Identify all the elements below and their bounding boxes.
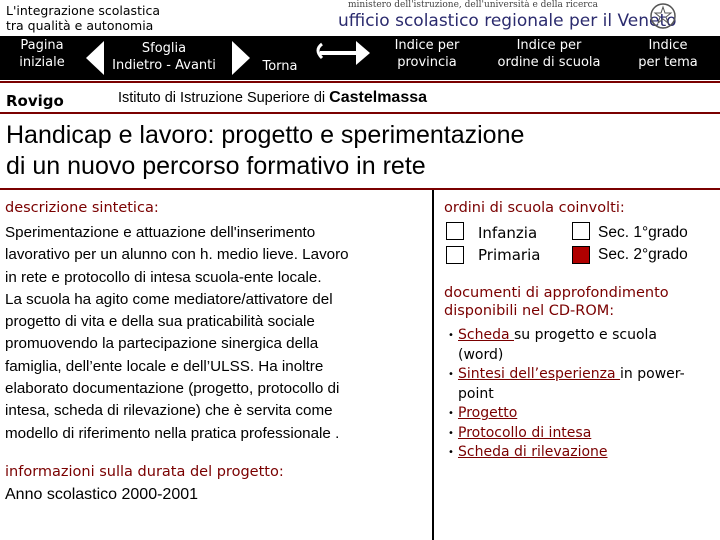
return-arrow-icon[interactable]: [312, 36, 372, 66]
document-desc-cont: point: [458, 385, 494, 402]
institute-name: [118, 89, 427, 107]
bullet: •: [448, 447, 454, 458]
index-by-topic-button[interactable]: [630, 37, 706, 71]
documents-label-line2: disponibili nel CD-ROM:: [444, 303, 615, 319]
navigation-bar: [0, 36, 720, 80]
home-button-line2: iniziale: [19, 55, 65, 70]
description-line: lavorativo per un alunno con h. medio lieve. Lavoro: [5, 246, 349, 264]
index-by-school-order-line2: ordine di scuola: [497, 55, 601, 70]
checkbox-sec-2-grado: [572, 246, 590, 264]
index-by-province-line1: Indice per: [394, 38, 460, 53]
browse-label-line2: Indietro - Avanti: [112, 58, 216, 73]
document-desc: in power-: [620, 366, 685, 382]
title-bottom-divider: [0, 188, 720, 190]
header-divider: [0, 81, 720, 83]
duration-label: informazioni sulla durata del progetto:: [5, 464, 284, 480]
index-by-school-order-line1: Indice per: [516, 38, 582, 53]
list-item: [446, 365, 716, 404]
index-by-school-order-button[interactable]: [486, 37, 612, 71]
index-by-province-button[interactable]: [378, 37, 476, 71]
documents-list: [446, 326, 716, 463]
institute-prefix: Istituto di Istruzione Superiore di: [118, 90, 330, 106]
browse-label: [104, 40, 224, 74]
index-by-province-line2: provincia: [397, 55, 457, 70]
page-title: [6, 120, 718, 182]
ministry-name: ministero dell'istruzione, dell'università e della ricerca: [348, 0, 599, 10]
italian-republic-emblem-icon: [648, 1, 678, 33]
list-item: [446, 326, 716, 365]
page-title-line2: di un nuovo percorso formativo in rete: [6, 152, 426, 180]
page-title-line1: Handicap e lavoro: progetto e sperimentazione: [6, 121, 525, 149]
protocollo-intesa-link[interactable]: Protocollo di intesa: [458, 424, 592, 441]
duration-value: Anno scolastico 2000-2001: [5, 486, 199, 503]
document-desc-cont: (word): [458, 346, 504, 363]
bullet: •: [448, 369, 454, 380]
description-line: in rete e protocollo di intesa scuola-ente locale.: [5, 268, 322, 286]
home-button[interactable]: [2, 37, 82, 71]
description-line: intesa, scheda di rilevazione) che è servita come: [5, 402, 333, 420]
school-order-sec-1-grado: Sec. 1°grado: [598, 224, 688, 241]
site-title: [6, 3, 160, 33]
list-item: [446, 443, 716, 463]
description-line: La scuola ha agito come mediatore/attivatore del: [5, 290, 333, 308]
scheda-rilevazione-link[interactable]: Scheda di rilevazione: [458, 444, 608, 460]
school-order-primaria: Primaria: [478, 246, 541, 264]
index-by-topic-line1: Indice: [648, 38, 688, 53]
browse-label-line1: Sfoglia: [141, 41, 187, 56]
scheda-link[interactable]: Scheda: [458, 327, 514, 343]
school-order-infanzia: Infanzia: [478, 224, 538, 242]
description-line: elaborato documentazione (progetto, protocollo di: [5, 380, 340, 398]
bullet: •: [448, 408, 454, 419]
back-button[interactable]: Torna: [262, 59, 298, 74]
checkbox-primaria: [446, 246, 464, 264]
description-line: promuovendo la partecipazione sinergica della: [5, 335, 319, 353]
documents-label: [444, 284, 669, 320]
school-order-sec-2-grado: Sec. 2°grado: [598, 246, 688, 263]
next-arrow-icon[interactable]: [230, 39, 252, 77]
checkbox-sec-1-grado: [572, 222, 590, 240]
progetto-link[interactable]: Progetto: [458, 405, 518, 421]
description-line: famiglia, dell’ente locale e dell’ULSS. Ha inoltre: [5, 357, 324, 375]
description-line: progetto di vita e della sua praticabilità sociale: [5, 313, 315, 331]
description-label: descrizione sintetica:: [5, 200, 159, 216]
column-divider: [432, 190, 434, 540]
index-by-topic-line2: per tema: [638, 55, 698, 70]
checkbox-infanzia: [446, 222, 464, 240]
sintesi-esperienza-link[interactable]: Sintesi dell’esperienza: [458, 366, 621, 382]
bullet: •: [448, 330, 454, 341]
description-line: Sperimentazione e attuazione dell'inserimento: [5, 224, 316, 241]
previous-arrow-icon[interactable]: [84, 39, 106, 77]
title-top-divider: [0, 112, 720, 114]
list-item: [446, 404, 716, 424]
description-text: [5, 222, 423, 445]
institute-location: Castelmassa: [329, 89, 428, 106]
description-line: modello di riferimento nella pratica professionale .: [5, 424, 340, 442]
home-button-line1: Pagina: [20, 38, 64, 53]
list-item: [446, 424, 716, 444]
province-label: Rovigo: [6, 92, 64, 110]
school-orders-label: ordini di scuola coinvolti:: [444, 200, 625, 216]
bullet: •: [448, 427, 454, 439]
documents-label-line1: documenti di approfondimento: [444, 285, 669, 301]
document-desc: su progetto e scuola: [514, 327, 657, 343]
site-title-line2: tra qualità e autonomia: [6, 18, 154, 33]
office-name: ufficio scolastico regionale per il Veneto: [338, 11, 677, 31]
site-title-line1: L'integrazione scolastica: [6, 3, 160, 18]
